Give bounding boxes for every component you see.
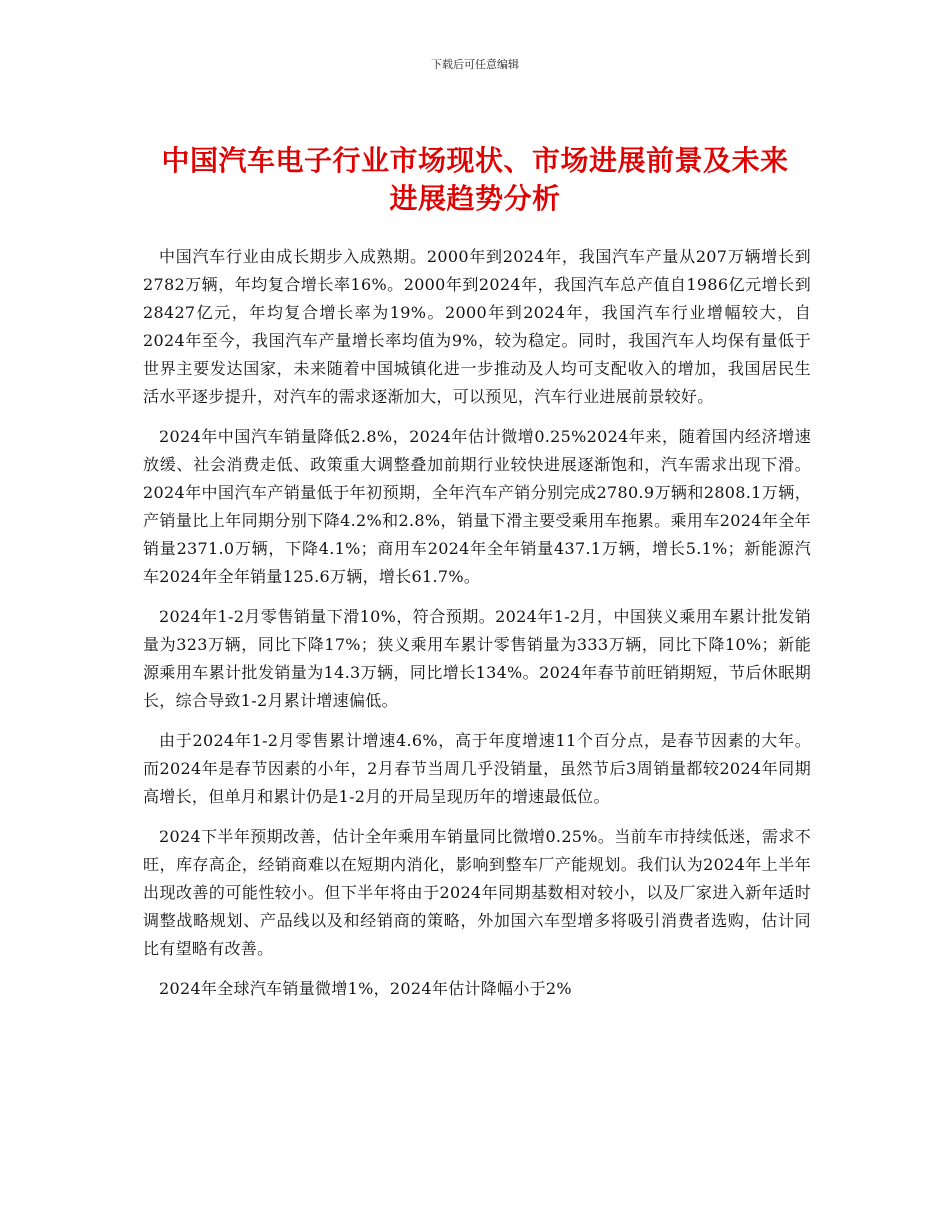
page-header: 下载后可任意编辑: [431, 58, 519, 71]
document-title: 中国汽车电子行业市场现状、市场进展前景及未来进展趋势分析: [161, 144, 789, 215]
paragraph: 2024年全球汽车销量微增1%，2024年估计降幅小于2%: [159, 979, 572, 998]
paragraph: 中国汽车行业由成长期步入成熟期。2000年到2024年，我国汽车产量从207万辆增长到2782万辆，年均复合增长率16%。2000年到2024年，我国汽车总产值自1986亿元增长到28427亿元，年均复合增长率为19%。2000年到2024年，我国汽车行业增幅较大，自2024年至今，我国汽车产量增长率均值为9%，较为稳定。同时，我国汽车人均保有量低于世界主要发达国家，未来随着中国城镇化进一步推动及人均可支配收入的增加，我国居民生活水平逐步提升，对汽车的需求逐渐加大，可以预见，汽车行业进展前景较好。: [143, 247, 811, 406]
paragraph: 由于2024年1-2月零售累计增速4.6%，高于年度增速11个百分点，是春节因素的大年。而2024年是春节因素的小年，2月春节当周几乎没销量，虽然节后3周销量都较2024年同期高增长，但单月和累计仍是1-2月的开局呈现历年的增速最低位。: [143, 731, 811, 806]
paragraph: 2024年1-2月零售销量下滑10%，符合预期。2024年1-2月，中国狭义乘用车累计批发销量为323万辆，同比下降17%；狭义乘用车累计零售销量为333万辆，同比下降10%；新能源乘用车累计批发销量为14.3万辆，同比增长134%。2024年春节前旺销期短，节后休眠期长，综合导致1-2月累计增速偏低。: [143, 607, 811, 710]
paragraph: 2024年中国汽车销量降低2.8%，2024年估计微增0.25%2024年来，随着国内经济增速放缓、社会消费走低、政策重大调整叠加前期行业较快进展逐渐饱和，汽车需求出现下滑。2024年中国汽车产销量低于年初预期，全年汽车产销分别完成2780.9万辆和2808.1万辆，产销量比上年同期分别下降4.2%和2.8%，销量下滑主要受乘用车拖累。乘用车2024年全年销量2371.0万辆，下降4.1%；商用车2024年全年销量437.1万辆，增长5.1%；新能源汽车2024年全年销量125.6万辆，增长61.7%。: [143, 427, 811, 586]
document-body: [143, 243, 811, 1015]
paragraph: 2024下半年预期改善，估计全年乘用车销量同比微增0.25%。当前车市持续低迷，需求不旺，库存高企，经销商难以在短期内消化，影响到整车厂产能规划。我们认为2024年上半年出现改善的可能性较小。但下半年将由于2024年同期基数相对较小，以及厂家进入新年适时调整战略规划、产品线以及和经销商的策略，外加国六车型增多将吸引消费者选购，估计同比有望略有改善。: [143, 827, 811, 958]
